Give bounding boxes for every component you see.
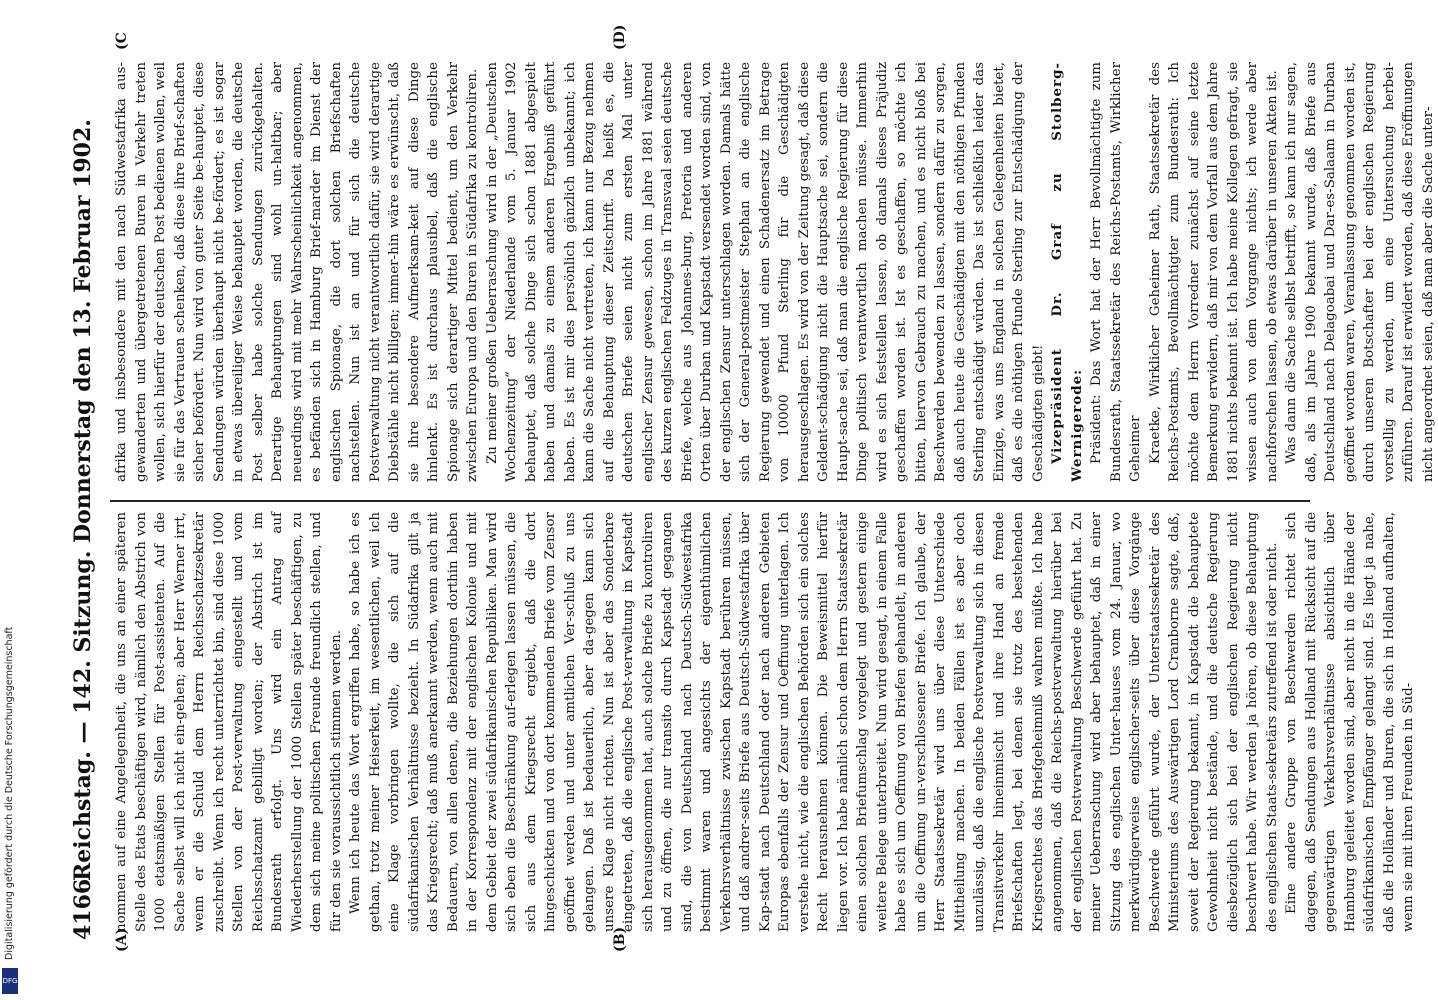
margin-marker-c: (C — [114, 32, 130, 50]
paragraph: afrika und insbesondere mit den nach Südwestafrika aus-gewanderten und übergetretenen Buren in Verkehr treten wollen, sich hierfür der deutschen Post bedienen wollen, weil sie für das Vertrauen schenken, daß diese ihre Brief-schaften sicher befördert. Nun wird von guter Seite be-hauptet, diese Sendungen würden überhaupt nicht be-fördert; es ist sogar in etwas übereiliger Weise behauptet worden, die deutsche Post selber habe solche Sendungen zurückgehalten. Derartige Behauptungen sind wohl un-haltbar; aber neuerdings wird mit mehr Wahrscheinlichkeit angenommen, es befänden sich in Hamburg Brief-marder im Dienst der englischen Spionage, die dort solchen Briefschaften nachstellen. Nun ist an und für sich die deutsche Postverwaltung nicht verantwortlich dafür, sie wird derartige Diebstähle nicht billigen; immer-hin wäre es erwünscht, daß sie ihre besondere Aufmerksam-keit auf diese Dinge hinlenkt. Es ist durchaus plausibel, daß die englische Spionage sich derartiger Mittel bedient, um den Verkehr zwischen Europa und den Buren in Südafrika zu kontroliren. — [114, 62, 480, 482]
page-number: 4166 — [70, 878, 96, 940]
margin-marker-b: (B) — [612, 926, 628, 952]
left-column — [112, 512, 1416, 932]
paragraph: Kraetke, Wirklicher Geheimer Rath, Staatssekretär des Reichs-Postamts, Bevollmächtigter zum Bundesrath: Ich möchte dem Herrn Vorredner zunächst auf seine letzte Bemerkung erwidern, daß mir von dem Vorfall aus dem Jahre 1881 nichts bekannt ist. Ich habe meine Kollegen gefragt, sie wissen auch von dem Vorgange nichts; ich werde aber nachforschen lassen, ob etwas darüber in unseren Akten ist. — [1147, 62, 1280, 482]
speaker-heading: Vizepräsident Dr. Graf zu Stolberg-Wernigerode: — [1049, 62, 1085, 482]
column-divider — [110, 500, 1310, 502]
right-column — [112, 62, 1436, 482]
dfg-logo-text: DFG — [2, 977, 18, 985]
paragraph: Eine andere Gruppe von Beschwerden richtet sich dagegen, daß Sendungen aus Holland mit Rücksicht auf die gegenwärtigen Verkehrsverhältnisse absichtlich über Hamburg geleitet worden sind, aber nicht in die Hände der südafrikanischen Empfänger gelangt sind. Es liegt ja nahe, daß die Holländer und Buren, die sich in Holland aufhalten, wenn sie mit ihren Freunden in Süd- — [1284, 512, 1416, 932]
digitization-note-text: Digitalisierung gefördert durch die Deutsche Forschungsgemeinschaft — [4, 626, 15, 960]
margin-marker-d: (D) — [612, 24, 628, 50]
margin-marker-a: (A) — [114, 927, 130, 952]
paragraph: Präsident: Das Wort hat der Herr Bevollmächtigte zum Bundesrath, Staatssekretär des Reichs-Postamts, Wirklicher Geheimer — [1089, 62, 1143, 482]
page-header — [64, 60, 104, 940]
paragraph: Zu meiner großen Ueberraschung wird in der „Deutschen Wochenzeitung“ der Niederlande vom 5. Januar 1902 behauptet, daß solche Dinge sich schon 1881 abgespielt haben und damals zu einem anderen Ergebniß geführt haben. Es ist mir dies persönlich gänzlich unbekannt; ich kann die Sache nicht vertreten, ich kann nur Bezug nehmen auf die Behauptung dieser Zeitschrift. Da heißt es, die deutschen Briefe seien nicht zum ersten Mal unter englischer Zensur gewesen, schon im Jahre 1881 während des kurzen englischen Feldzuges in Transvaal seien deutsche Briefe, welche aus Johannes-burg, Pretoria und anderen Orten über Durban und Kapstadt versendet worden sind, von der englischen Zensur unterschlagen worden. Damals hätte sich der General-postmeister Stephan an die englische Regierung gewendet und einen Schadenersatz im Betrage von 10000 Pfund Sterling für die Geschädigten herausgeschlagen. Es wird von der Zeitung gesagt, daß diese Geldent-schädigung nicht die Hauptsache sei, sondern die Haupt-sache sei, daß man die englische Regierung für diese Dinge politisch verantwortlich machen müsse. Immerhin wird es sich feststellen lassen, ob damals dieses Präjudiz geschaffen worden ist. Ist es geschaffen, so möchte ich bitten, hiervon Gebrauch zu machen, und es nicht bloß bei Beschwerden bewenden zu lassen, sondern dafür zu sorgen, daß auch heute die Geschädigten mit den nöthigen Pfunden Sterling entschädigt würden. Das ist schließlich leider das Einzige, was uns England in solchen Gelegenheiten bietet, daß es die nöthigen Pfunde Sterling zur Entschädigung der Geschädigten giebt! — [484, 62, 1046, 482]
paragraph: nommen auf eine Angelegenheit, die uns an einer späteren Stelle des Etats beschäftigen wird, nämlich den Abstrich von 1000 etatsmäßigen Stellen für Post-assistenten. Auf die Sache selbst will ich nicht ein-gehen; aber Herr Werner irrt, wenn er die Schuld dem Herrn Reichsschatzsekretär zuschreibt. Wenn ich recht unterrichtet bin, sind diese 1000 Stellen von der Post-verwaltung eingestellt und vom Reichsschatzamt gebilligt worden; der Abstrich ist im Bundesrath erfolgt. Uns wird ein Antrag auf Wiederherstellung der 1000 Stellen später beschäftigen, zu dem sich meine politischen Freunde freundlich stellen, und für den sie voraussichtlich stimmen werden. — [114, 512, 344, 932]
paragraph: Wenn ich heute das Wort ergriffen habe, so habe ich es gethan, trotz meiner Heiserkeit, im wesentlichen, weil ich eine Klage vorbringen wollte, die sich auf die südafrikanischen Verhältnisse bezieht. In Südafrika gilt ja das Kriegsrecht; daß muß anerkannt werden, wenn auch mit Bedauern, von allen denen, die Beziehungen dorthin haben in der Korrespondenz mit der englischen Kolonie und mit dem Gebiet der zwei südafrikanischen Republiken. Man wird sich eben die Beschränkung auf-erlegen lassen müssen, die sich aus dem Kriegsrecht ergiebt, daß die dort hingeschickten und von dort kommenden Briefe vom Zensor geöffnet werden und unter amtlichen Ver-schluß zu uns gelangen. Daß ist bedauerlich, aber da-gegen kann sich unsere Klage nicht richten. Nun ist aber das Sonderbare eingetreten, daß die englische Post-verwaltung in Kapstadt sich herausgenommen hat, auch solche Briefe zu kontroliren und zu öffnen, die nur transito durch Kapstadt gegangen sind, die von Deutschland nach Deutsch-Südwestafrika bestimmt waren und angesichts der eigenthümlichen Verkehrsverhältnisse zwischen Kapstadt berühren müssen, und daß andrer-seits Briefe aus Deutsch-Südwestafrika über Kap-stadt nach Deutschland oder nach anderen Gebieten Europas ebenfalls der Zensur und Oeffnung unterlagen. Ich verstehe nicht, wie die englischen Behörden sich ein solches Recht herausnehmen können. Die Beweismittel hierfür liegen vor. Ich habe nämlich schon dem Herrn Staatssekretär einen solchen Briefumschlag vorgelegt und gestern einige weitere Belege unterbreitet. Nun wird gesagt, in einem Falle habe es sich um Oeffnung von Briefen gehandelt, in anderen um die Oeffnung un-verschlossener Briefe. Ich glaube, der Herr Staatssekretär wird uns über diese Unterschiede Mittheilung machen. In beiden Fällen ist es aber doch unzulässig, daß die englische Postverwaltung sich in diesen Transitverkehr hineinmischt und ihre Hand an fremde Briefschaften legt, bei denen sie trotz des bestehenden Kriegsrechtes das Briefgeheimniß wahren müßte. Ich habe angenommen, daß die Reichs-postverwaltung hierüber bei der englischen Postverwaltung Beschwerde geführt hat. Zu meiner Ueberraschung wird aber behauptet, daß in einer Sitzung des englischen Unter-hauses vom 24. Januar, wo merkwürdigerweise englischer-seits über diese Vorgänge Beschwerde geführt wurde, der Unterstaatssekretär des Ministeriums des Auswärtigen Lord Cranborne sagte, daß, soweit der Regierung bekannt, in Kapstadt die behauptete Gewohnheit nicht bestände, und die deutsche Regierung diesbezüglich sich bei der englischen Regierung nicht beschwert habe. Wir werden ja hören, ob diese Behauptung des englischen Staats-sekretärs zutreffend ist oder nicht. — [348, 512, 1280, 932]
paragraph: Was dann die Sache selbst betrifft, so kann ich nur sagen, daß, als im Jahre 1900 bekannt wurde, daß Briefe aus Deutschland nach Delagoabai und Dar-es-Salaam in Durban geöffnet worden waren, Veranlassung genommen worden ist, durch unseren Botschafter bei der englischen Regierung vorstellig zu werden, um eine Untersuchung herbei-zuführen. Darauf ist erwidert worden, daß diese Eröffnungen nicht angeordnet seien, daß man aber die Sache unter- — [1284, 62, 1436, 482]
running-title: Reichstag. — 142. Sitzung. Donnerstag den 13. Februar 1902. — [70, 119, 96, 881]
dfg-logo — [2, 968, 18, 994]
digitization-note — [4, 627, 15, 960]
